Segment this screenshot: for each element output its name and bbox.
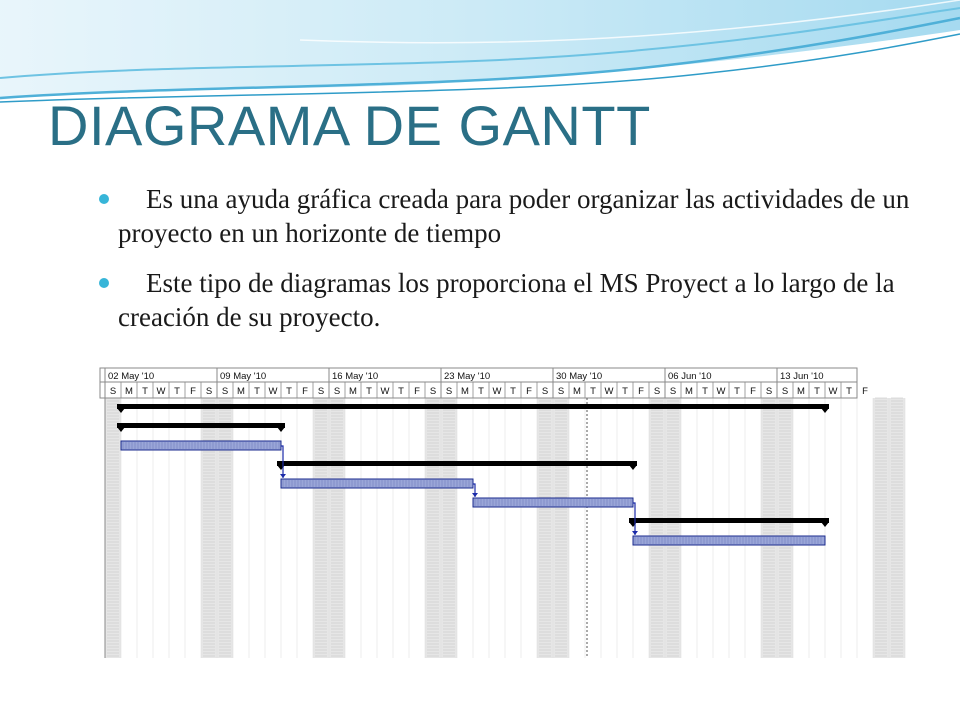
day-label: T: [142, 386, 148, 397]
bullet-dot-icon: [99, 278, 109, 288]
day-label: S: [541, 386, 549, 397]
day-label: M: [237, 386, 245, 397]
day-label: T: [622, 386, 628, 397]
day-label: T: [702, 386, 708, 397]
day-label: S: [429, 386, 437, 397]
week-label: 06 Jun '10: [668, 371, 712, 382]
week-label: 23 May '10: [444, 371, 491, 382]
day-label: M: [125, 386, 133, 397]
day-label: T: [366, 386, 372, 397]
gantt-canvas: [100, 368, 868, 658]
week-label: 30 May '10: [556, 371, 603, 382]
day-label: S: [669, 386, 677, 397]
day-label: W: [268, 386, 278, 397]
day-label: S: [653, 386, 661, 397]
week-label: 16 May '10: [332, 371, 379, 382]
day-label: W: [156, 386, 166, 397]
bullet-text: Es una ayuda gráfica creada para poder organizar las actividades de un proyecto en un horizonte de tiempo: [118, 184, 910, 248]
day-label: S: [317, 386, 325, 397]
day-label: M: [349, 386, 357, 397]
day-label: M: [573, 386, 581, 397]
day-label: T: [814, 386, 820, 397]
bullet-item: [118, 182, 918, 250]
summary-bar-cap: [629, 465, 637, 470]
summary-bar-cap: [821, 522, 829, 527]
week-label: 09 May '10: [220, 371, 267, 382]
summary-bar: [277, 461, 637, 466]
day-label: T: [478, 386, 484, 397]
day-label: M: [797, 386, 805, 397]
week-label: 13 Jun '10: [780, 371, 824, 382]
day-label: F: [190, 386, 196, 397]
day-label: M: [685, 386, 693, 397]
summary-bar-cap: [277, 427, 285, 432]
day-label: F: [526, 386, 532, 397]
day-label: F: [862, 386, 868, 397]
day-label: T: [590, 386, 596, 397]
day-label: S: [781, 386, 789, 397]
slide-title: DIAGRAMA DE GANTT: [48, 94, 651, 157]
day-label: S: [333, 386, 341, 397]
gantt-chart: [100, 368, 868, 658]
day-label: S: [445, 386, 453, 397]
day-label: T: [398, 386, 404, 397]
day-label: W: [716, 386, 726, 397]
day-label: F: [750, 386, 756, 397]
summary-bar: [117, 423, 285, 428]
day-label: T: [846, 386, 852, 397]
day-label: F: [414, 386, 420, 397]
day-label: S: [205, 386, 213, 397]
day-label: T: [174, 386, 180, 397]
summary-bar-cap: [277, 465, 285, 470]
day-label: T: [286, 386, 292, 397]
day-label: S: [221, 386, 229, 397]
bullet-list: [118, 182, 918, 350]
day-label: W: [604, 386, 614, 397]
summary-bar-cap: [821, 408, 829, 413]
day-label: F: [302, 386, 308, 397]
day-label: S: [765, 386, 773, 397]
bullet-item: [118, 266, 918, 334]
bullet-text: Este tipo de diagramas los proporciona el MS Proyect a lo largo de la creación de su proyecto.: [118, 268, 895, 332]
day-label: T: [254, 386, 260, 397]
day-label: W: [828, 386, 838, 397]
summary-bar: [117, 404, 829, 409]
day-label: W: [492, 386, 502, 397]
summary-bar-cap: [629, 522, 637, 527]
day-label: T: [734, 386, 740, 397]
day-label: S: [109, 386, 117, 397]
week-label: 02 May '10: [108, 371, 155, 382]
day-label: M: [461, 386, 469, 397]
day-label: W: [380, 386, 390, 397]
day-label: F: [638, 386, 644, 397]
day-label: S: [557, 386, 565, 397]
summary-bar: [629, 518, 829, 523]
day-label: T: [510, 386, 516, 397]
bullet-dot-icon: [99, 194, 109, 204]
